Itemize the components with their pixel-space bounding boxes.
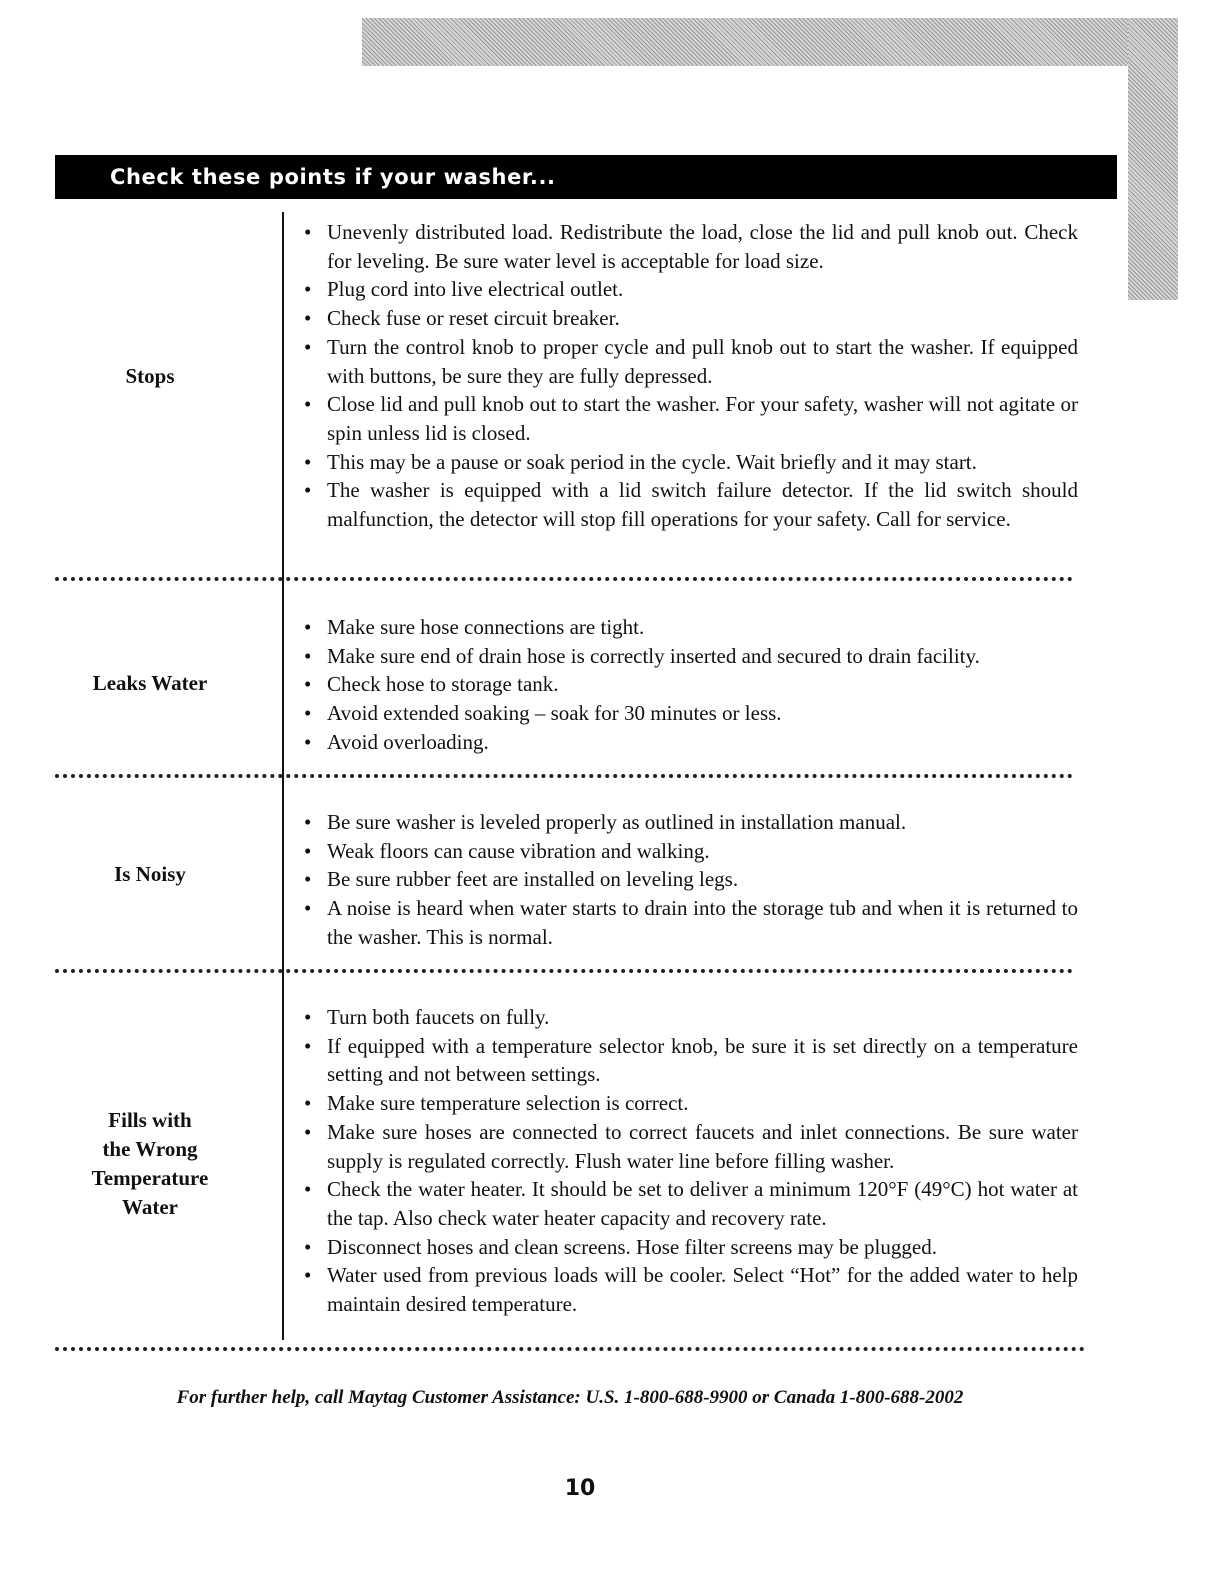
list-item: • Weak floors can cause vibration and walking. [300, 837, 1078, 866]
list-item: • Disconnect hoses and clean screens. Hose filter screens may be plugged. [300, 1233, 1078, 1262]
decorative-corner-top [362, 18, 1178, 66]
list-item: • This may be a pause or soak period in the cycle. Wait briefly and it may start. [300, 448, 1078, 477]
list-item: • A noise is heard when water starts to drain into the storage tub and when it is returned to the washer. This is normal. [300, 894, 1078, 951]
decorative-corner-side [1128, 18, 1178, 300]
list-item: • Check the water heater. It should be set to deliver a minimum 120°F (49°C) hot water at the tap. Also check water heater capacity and recovery rate. [300, 1175, 1078, 1232]
dotted-separator [55, 1347, 1085, 1351]
section-label-stops: Stops [125, 364, 175, 388]
label-line: Temperature [91, 1166, 209, 1190]
list-item: • The washer is equipped with a lid switch failure detector. If the lid switch should malfunction, the detector will stop fill operations for your safety. Call for service. [300, 476, 1078, 533]
list-item: • Turn both faucets on fully. [300, 1003, 1078, 1032]
label-line: the Wrong [102, 1137, 198, 1161]
list-item: • Water used from previous loads will be cooler. Select “Hot” for the added water to help maintain desired temperature. [300, 1261, 1078, 1318]
label-line: Water [122, 1195, 178, 1219]
page-number: 10 [564, 1476, 596, 1501]
list-item: • Unevenly distributed load. Redistribute the load, close the lid and pull knob out. Check for leveling. Be sure water level is acceptable for load size. [300, 218, 1078, 275]
label-line: Fills with [108, 1108, 192, 1132]
list-item: • Be sure rubber feet are installed on leveling legs. [300, 865, 1078, 894]
section-label-leaks-water: Leaks Water [92, 671, 208, 695]
list-item: • Avoid overloading. [300, 728, 1078, 757]
items-stops [300, 218, 1078, 534]
list-item: • Make sure end of drain hose is correctly inserted and secured to drain facility. [300, 642, 1078, 671]
list-item: • Plug cord into live electrical outlet. [300, 275, 1078, 304]
list-item: • Make sure temperature selection is correct. [300, 1089, 1078, 1118]
list-item: • Avoid extended soaking – soak for 30 minutes or less. [300, 699, 1078, 728]
list-item: • Turn the control knob to proper cycle and pull knob out to start the washer. If equipped with buttons, be sure they are fully depressed. [300, 333, 1078, 390]
list-item: • Close lid and pull knob out to start the washer. For your safety, washer will not agitate or spin unless lid is closed. [300, 390, 1078, 447]
list-item: • If equipped with a temperature selector knob, be sure it is set directly on a temperature setting and not between settings. [300, 1032, 1078, 1089]
list-item: • Check fuse or reset circuit breaker. [300, 304, 1078, 333]
customer-assistance-note: For further help, call Maytag Customer Assistance: U.S. 1-800-688-9900 or Canada 1-800-688-2002 [176, 1387, 964, 1408]
dotted-separator [55, 969, 1073, 973]
section-label-is-noisy: Is Noisy [114, 862, 186, 886]
dotted-separator [55, 774, 1073, 778]
section-label-wrong-temperature [55, 1106, 245, 1222]
items-is-noisy [300, 808, 1078, 952]
section-header: Check these points if your washer... [55, 155, 1117, 199]
list-item: • Make sure hoses are connected to correct faucets and inlet connections. Be sure water supply is regulated correctly. Flush water line before filling washer. [300, 1118, 1078, 1175]
items-leaks-water [300, 613, 1078, 757]
list-item: • Check hose to storage tank. [300, 670, 1078, 699]
list-item: • Be sure washer is leveled properly as outlined in installation manual. [300, 808, 1078, 837]
list-item: • Make sure hose connections are tight. [300, 613, 1078, 642]
dotted-separator [55, 577, 1073, 581]
items-wrong-temperature [300, 1003, 1078, 1319]
